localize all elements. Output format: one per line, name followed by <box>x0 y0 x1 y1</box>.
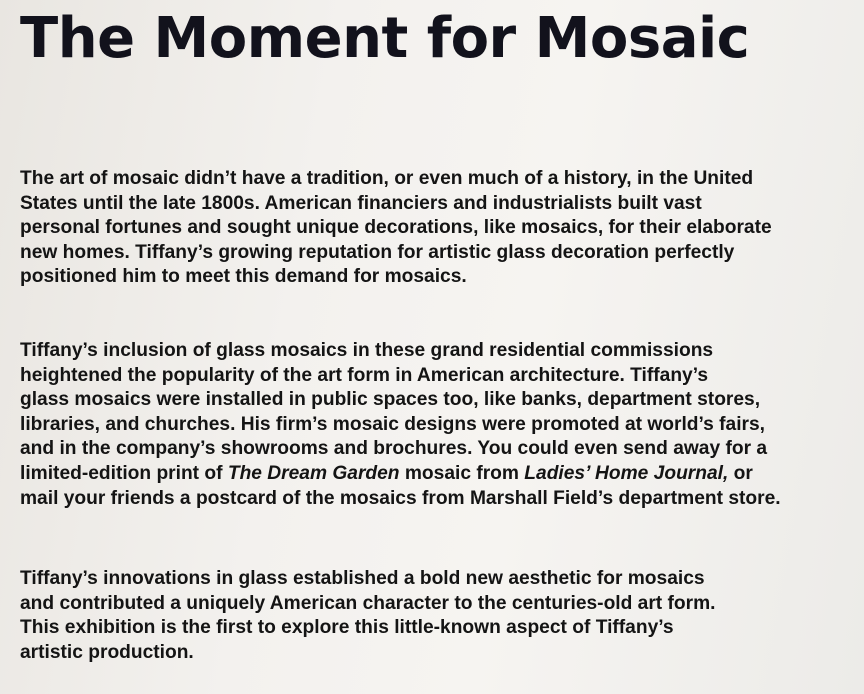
text-segment: limited-edition print of <box>20 462 228 484</box>
text-line-with-titles <box>20 462 781 487</box>
publication-title: Ladies’ Home Journal, <box>524 462 729 484</box>
text-line: heightened the popularity of the art form in American architecture. Tiffany’s <box>20 364 709 386</box>
text-line: mail your friends a postcard of the mosaics from Marshall Field’s department store. <box>20 487 781 509</box>
text-line: positioned him to meet this demand for mosaics. <box>20 266 467 288</box>
text-line: artistic production. <box>20 641 194 663</box>
text-segment: mosaic from <box>399 462 525 484</box>
panel-title: The Moment for Mosaic <box>20 6 750 71</box>
text-line: libraries, and churches. His firm’s mosaic designs were promoted at world’s fairs, <box>20 413 765 435</box>
text-line: The art of mosaic didn’t have a tradition, or even much of a history, in the United <box>20 168 754 189</box>
paragraph-3 <box>20 567 716 665</box>
text-line: and in the company’s showrooms and brochures. You could even send away for a <box>20 438 768 460</box>
text-line: and contributed a uniquely American character to the centuries-old art form. <box>20 592 716 614</box>
text-line: personal fortunes and sought unique decorations, like mosaics, for their elaborate <box>20 217 772 239</box>
paragraph-2 <box>20 339 781 511</box>
text-line: This exhibition is the first to explore this little-known aspect of Tiffany’s <box>20 617 674 639</box>
text-line: glass mosaics were installed in public spaces too, like banks, department stores, <box>20 389 761 411</box>
text-segment: or <box>728 462 753 484</box>
artwork-title: The Dream Garden <box>227 462 400 484</box>
text-line: Tiffany’s inclusion of glass mosaics in these grand residential commissions <box>20 340 714 361</box>
text-line: new homes. Tiffany’s growing reputation for artistic glass decoration perfectly <box>20 241 735 263</box>
paragraph-1 <box>20 167 772 290</box>
text-line: States until the late 1800s. American financiers and industrialists built vast <box>20 192 702 214</box>
text-line: Tiffany’s innovations in glass established a bold new aesthetic for mosaics <box>20 568 705 589</box>
